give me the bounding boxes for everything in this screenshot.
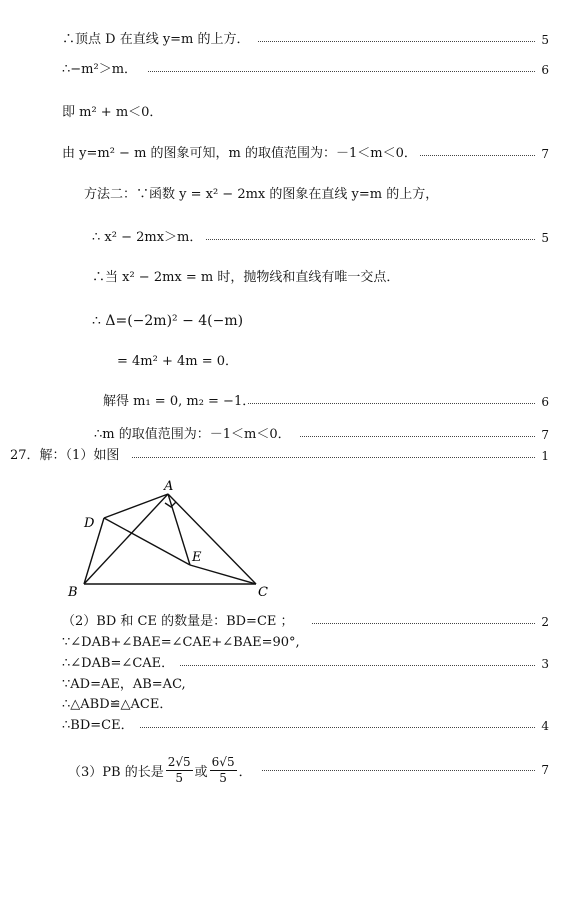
point-label-d: D (84, 516, 95, 531)
fraction-one-denominator: 5 (175, 770, 183, 785)
solution-line (0, 144, 565, 164)
solution-line (0, 695, 565, 715)
fraction-two-denominator: 5 (219, 770, 227, 785)
line-text: ∴△ABD≌△ACE． (62, 697, 173, 712)
solution-line (0, 425, 565, 445)
dot-leader (180, 665, 535, 666)
solution-line (0, 633, 565, 653)
score-mark: 4 (541, 719, 549, 733)
line-text: ∴−m²＞m． (62, 62, 138, 77)
line-text: ∴∠DAB=∠CAE． (62, 656, 175, 671)
solution-line (0, 352, 565, 372)
line-text: 由 y=m² − m 的图象可知，m 的取值范围为：－1＜m＜0． (62, 146, 417, 161)
solution-line (0, 103, 565, 123)
solution-line (0, 311, 565, 331)
score-mark: 7 (541, 763, 549, 777)
solution-line (0, 654, 565, 674)
geometry-figure (0, 470, 565, 620)
dot-leader (206, 239, 535, 240)
dot-leader (420, 155, 535, 156)
line-text: 方法二：∵函数 y = x² − 2mx 的图象在直线 y=m 的上方， (84, 187, 439, 202)
score-mark: 6 (541, 395, 549, 409)
solution-line (0, 675, 565, 695)
score-mark: 5 (541, 33, 549, 47)
dot-leader (148, 71, 535, 72)
solution-line (0, 185, 565, 205)
fraction-two-numerator: 6√5 (211, 754, 235, 769)
fraction-one (166, 755, 193, 786)
line-text: ∴BD=CE． (62, 718, 134, 733)
solution-line (0, 60, 565, 80)
dot-leader (258, 41, 535, 42)
point-label-b: B (68, 585, 78, 600)
score-mark: 3 (541, 657, 549, 671)
score-mark: 7 (541, 147, 549, 161)
part3-prefix: （3）PB 的长是 (68, 764, 164, 780)
fraction-two (210, 755, 237, 786)
line-text: ∴m 的取值范围为：－1＜m＜0． (94, 427, 291, 442)
solution-line (0, 446, 565, 466)
segment-ab (84, 494, 168, 584)
line-text: ∵AD=AE，AB=AC, (62, 677, 186, 692)
solution-line (0, 30, 565, 50)
point-label-e: E (192, 550, 202, 565)
part3-or: 或 (194, 764, 208, 780)
segment-ac (168, 494, 256, 584)
part3-suffix: ． (238, 764, 252, 780)
line-text: ∴顶点 D 在直线 y=m 的上方． (62, 32, 250, 47)
line-text: ∵∠DAB+∠BAE=∠CAE+∠BAE=90°, (62, 635, 300, 650)
dot-leader (262, 770, 535, 771)
dot-leader (132, 457, 535, 458)
score-mark: 1 (541, 449, 549, 463)
point-label-c: C (258, 585, 268, 600)
line-text: 即 m² + m＜0． (62, 105, 163, 120)
solution-line-part3 (0, 748, 565, 790)
line-text: ∴ x² − 2mx＞m． (92, 230, 203, 245)
solution-line (0, 392, 565, 412)
score-mark: 5 (541, 231, 549, 245)
dot-leader (140, 727, 535, 728)
solution-line (0, 612, 565, 632)
segment-da (104, 494, 168, 518)
point-label-a: A (164, 479, 174, 494)
line-text: 解得 m₁ = 0, m₂ = −1． (103, 394, 256, 409)
solution-line (0, 228, 565, 248)
score-mark: 7 (541, 428, 549, 442)
score-mark: 2 (541, 615, 549, 629)
line-text: （2）BD 和 CE 的数量是：BD=CE ； (62, 614, 294, 629)
dot-leader (312, 623, 535, 624)
line-text: ∴当 x² − 2mx = m 时，抛物线和直线有唯一交点． (92, 270, 400, 285)
score-mark: 6 (541, 63, 549, 77)
solution-line (0, 268, 565, 288)
line-text: = 4m² + 4m = 0． (117, 354, 239, 369)
fraction-one-numerator: 2√5 (167, 754, 191, 769)
dot-leader (300, 436, 535, 437)
solution-line (0, 716, 565, 736)
line-text: ∴ Δ=(−2m)² − 4(−m) (92, 313, 244, 329)
dot-leader (248, 403, 535, 404)
line-text: 27．解：（1）如图 (10, 448, 120, 463)
